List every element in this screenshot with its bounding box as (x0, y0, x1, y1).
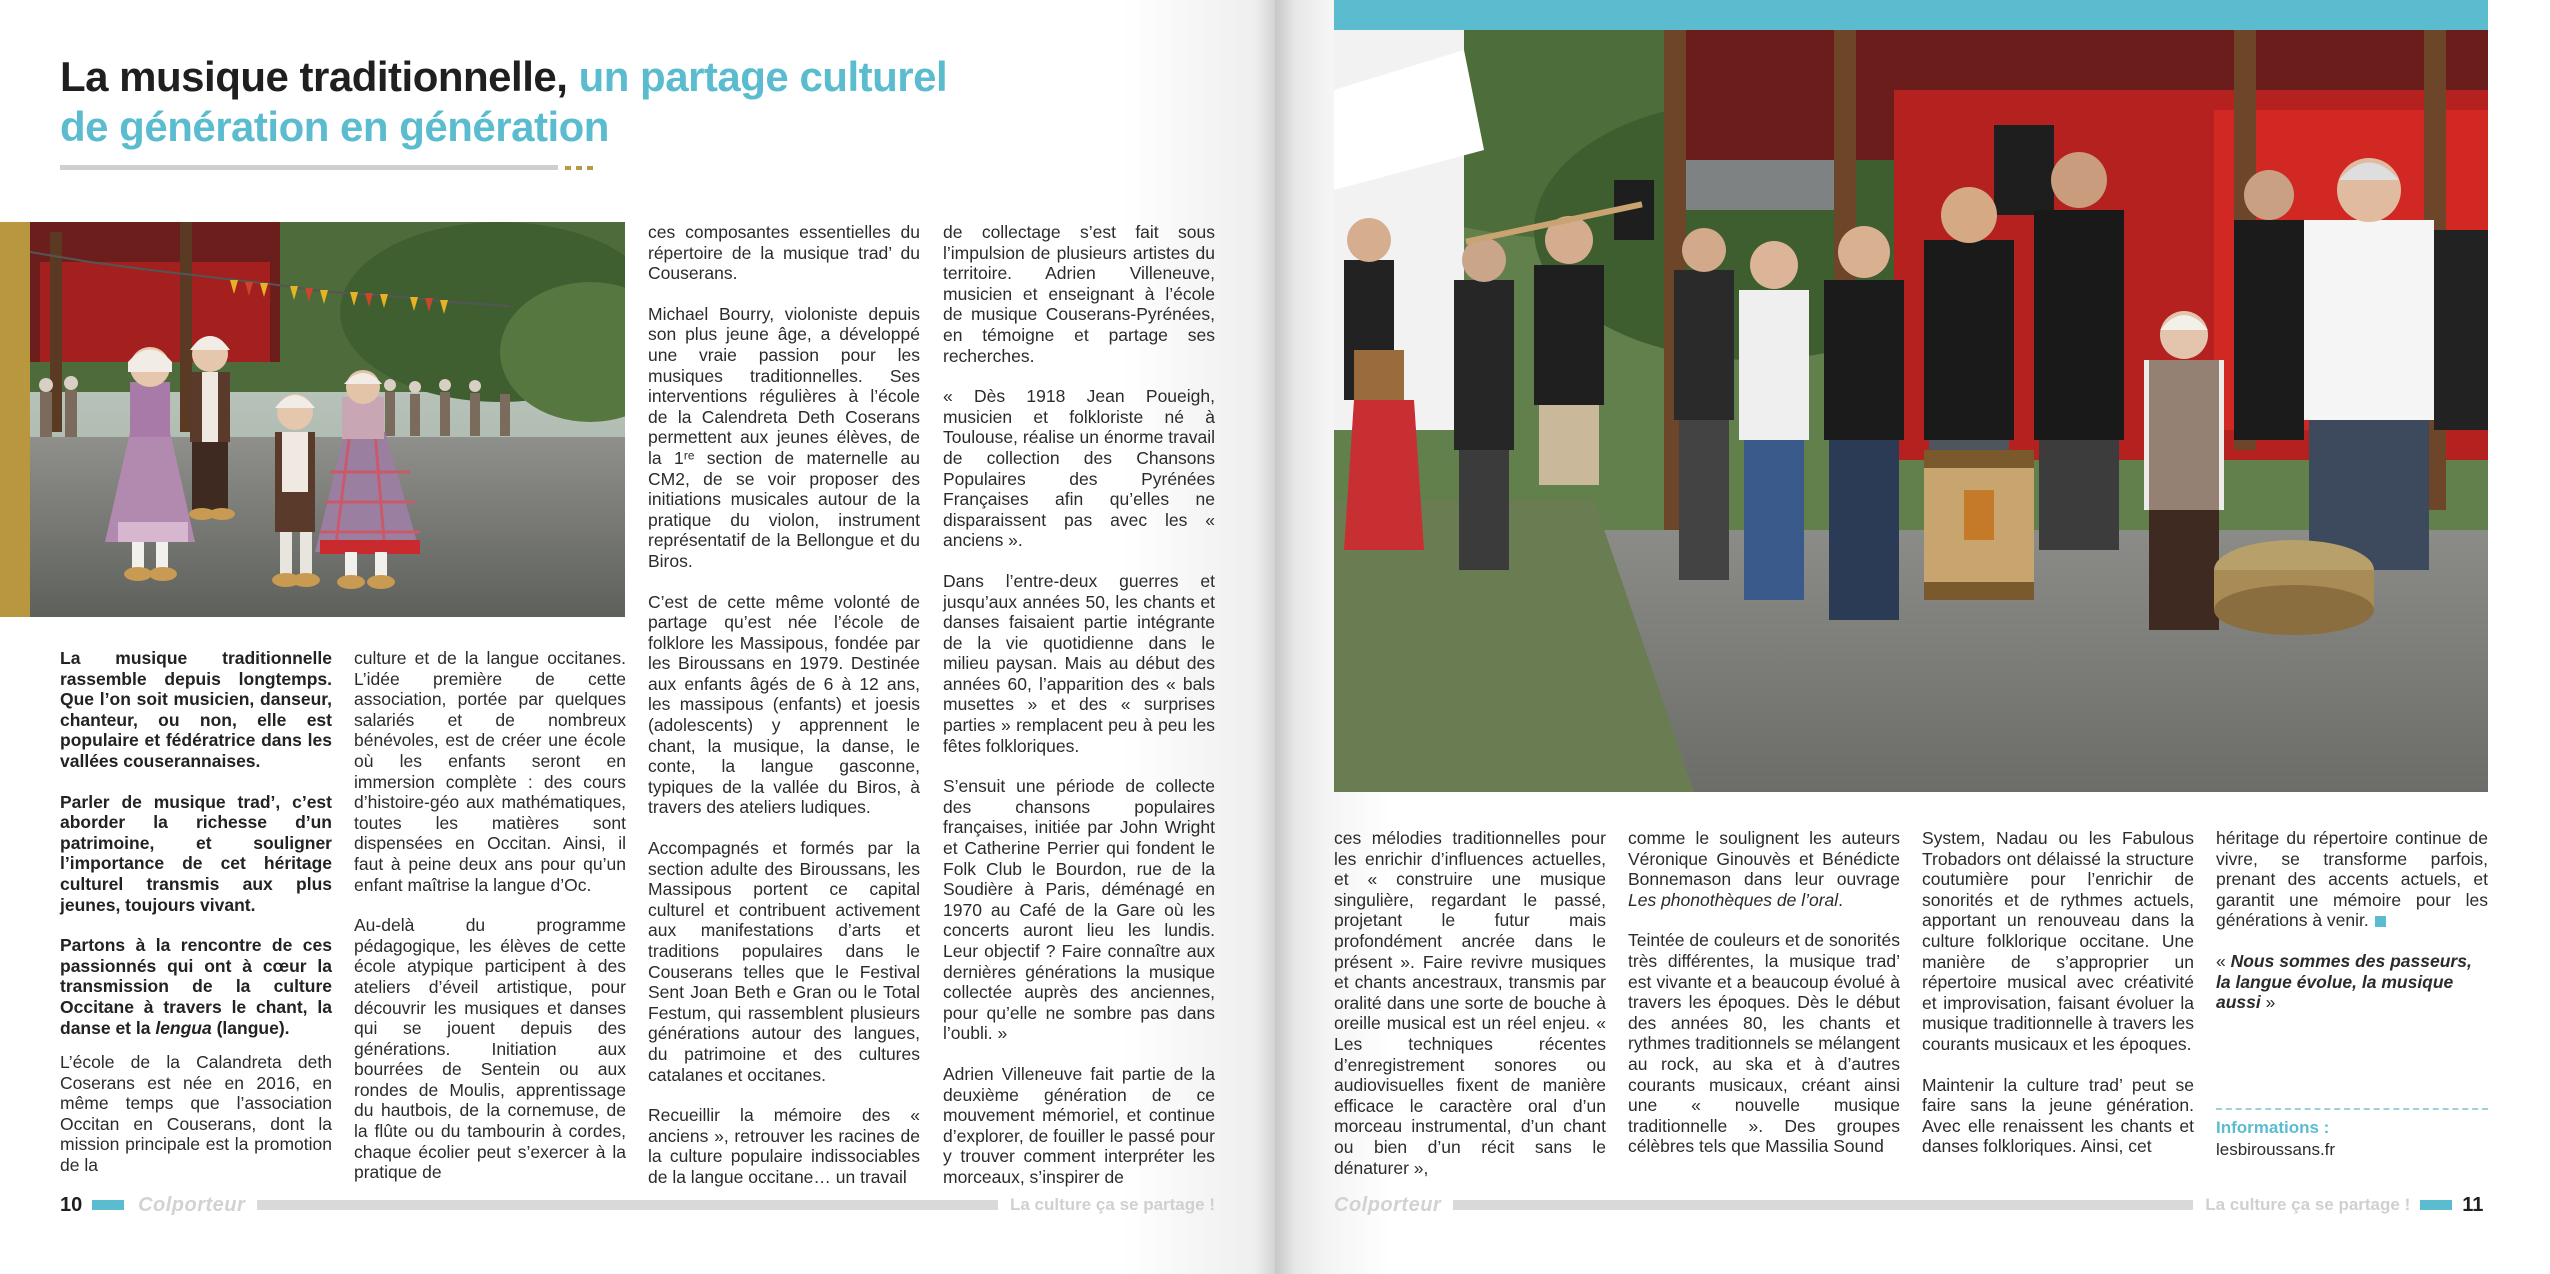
column-4 (943, 222, 1215, 1188)
top-teal-band (1334, 0, 2488, 30)
col6-p1-c: . (1838, 889, 1844, 910)
col1-paragraph: L’école de la Calandreta deth Coserans est née en 2016, en même temps que l’association Occitan en Couserans, dont la mission principale est la promotion de la (60, 1052, 332, 1175)
column-5 (1334, 828, 1606, 1178)
column-3 (648, 222, 920, 1188)
page-number-right: 11 (2462, 1193, 2484, 1216)
col6-book-title: Les phonothèques de l’oral (1628, 889, 1839, 910)
column-6 (1628, 828, 1900, 1157)
intro-paragraph-2: Parler de musique trad’, c’est aborder la richesse d’un patrimoine, et souligner l’importance de cet héritage culturel transmis aux plus jeunes, toujours vivant. (60, 791, 332, 915)
intro-paragraph-3 (60, 935, 332, 1038)
col4-paragraph-3: Dans l’entre-deux guerres et jusqu’aux années 50, les chants et danses faisaient partie intégrante de la vie quotidienne dans le milieu paysan. Mais au début des années 60, l’apparition des « bals musettes » et des « surprises parties » remplacent peu à peu les fêtes folkloriques. (943, 570, 1215, 756)
intro-paragraph-1: La musique traditionnelle rassemble depuis longtemps. Que l’on soit musicien, danseur, chanteur, ou non, elle est populaire et fédératrice dans les vallées couserannaises. (60, 648, 332, 771)
col4-paragraph-1: de collectage s’est fait sous l’impulsion de plusieurs artistes du territoire. Adrien Villeneuve, musicien et enseignant à l’école de musique Couserans-Pyrénées, en témoigne et partage ses recherches. (943, 222, 1215, 366)
info-divider (2216, 1108, 2488, 1110)
quote-text: Nous sommes des passeurs, la langue évolue, la musique aussi (2216, 950, 2472, 1013)
pull-quote (2216, 951, 2488, 1013)
col2-paragraph-2: Au-delà du programme pédagogique, les élèves de cette école atypique participent à des ateliers d’éveil artistique, pour découvrir les musiques et danses qui se jouent depuis des générations. Initiation aux bourrées de Sentein ou aux rondes de Moulis, apprentissage du hautbois, de la cornemuse, de la flûte ou du tambourin à cordes, chaque écolier peut s’exercer à la pratique de (354, 915, 626, 1183)
intro-p3-tail: (langue). (211, 1017, 290, 1038)
article-title (60, 52, 960, 152)
intro-column (60, 648, 332, 1038)
title-part-teal: un partage culturel de génération en génération (60, 53, 948, 150)
end-square-icon (2375, 916, 2386, 927)
info-label: Informations : (2216, 1118, 2330, 1137)
title-part-dark: La musique traditionnelle, (60, 53, 579, 100)
quote-close: » (2260, 992, 2276, 1013)
col4-paragraph-2: « Dès 1918 Jean Poueigh, musicien et folkloriste né à Toulouse, réalise un énorme travail de collection des Chansons Populaires des Pyrénées Françaises afin qu’elles ne disparaissent pas avec les « anciens ». (943, 386, 1215, 551)
footer-left (60, 1192, 1215, 1218)
column-2 (354, 648, 626, 1183)
info-website-link[interactable]: lesbiroussans.fr (2216, 1140, 2336, 1159)
col3-paragraph-5: Recueillir la mémoire des « anciens », retrouver les racines de la culture populaire indissociables de la langue occitane… un travail (648, 1105, 920, 1187)
photo-children-dancing (30, 222, 625, 617)
col7-paragraph-1: System, Nadau ou les Fabulous Trobadors ont délaissé la structure coutumière pour l’enrichir de sonorités et de rythmes actuels, apportant un renouveau dans la culture folklorique occitane. Une manière de s’approprier un répertoire musical avec créativité et improvisation, faisant évoluer la musique traditionnelle à travers les courants musicaux et les époques. (1922, 828, 2194, 1054)
title-underline (60, 165, 558, 170)
col7-paragraph-2: Maintenir la culture trad’ peut se faire sans la jeune génération. Avec elle renaissent les chants et danses folkloriques. Ainsi, cet (1922, 1074, 2194, 1157)
brand-logo: Colporteur (138, 1193, 246, 1216)
footer-bar-right (1453, 1200, 2193, 1210)
col6-p1-a: comme le soulignent les auteurs Véronique Ginouvès et Bénédicte Bonnemason dans leur ouvrage (1628, 828, 1900, 890)
photo-musicians (1334, 30, 2488, 792)
footer-right (1334, 1192, 2494, 1218)
col6-paragraph-1 (1628, 828, 1900, 910)
intro-p3-text: Partons à la rencontre de ces passionnés qui ont à cœur la transmission de la culture Occitane à travers le chant, la danse et la (60, 935, 332, 1038)
page-number-left: 10 (60, 1193, 83, 1216)
col6-paragraph-2: Teintée de couleurs et de sonorités très différentes, la musique trad’ est vivante et a beaucoup évolué à travers les époques. Dès le début des années 80, les chants et rythmes traditionnels se mélangent au rock, au ska et à d’autres courants musicaux, créant ainsi une « nouvelle musique traditionnelle ». Des groupes célèbres tels que Massilia Sound (1628, 930, 1900, 1157)
title-dots-ornament (565, 166, 593, 170)
col8-p1-text: héritage du répertoire continue de vivre, se transforme parfois, prenant des accents actuels, et garantit une mémoire pour les générations à venir. (2216, 828, 2488, 931)
col4-paragraph-4: S’ensuit une période de collecte des chansons populaires françaises, initiée par John Wright et Catherine Perrier qui fondent le Folk Club le Bourdon, rue de la Soudière à Paris, déménagé en 1970 au Café de la Gare où les concerts auront lieu les lundis. Leur objectif ? Faire connaître aux dernières générations la musique collectée auprès des anciennes, pour qu’elle ne sombre pas dans l’oubli. » (943, 776, 1215, 1044)
footer-tagline-right: La culture ça se partage ! (2205, 1195, 2411, 1214)
footer-tagline: La culture ça se partage ! (1009, 1195, 1215, 1214)
col3-paragraph-1: ces composantes essentielles du répertoire de la musique trad’ du Couserans. (648, 222, 920, 284)
col3-paragraph-3: C’est de cette même volonté de partage qu’est née l’école de folklore les Massipous, fondée par les Biroussans en 1979. Destinée aux enfants âgés de 6 à 12 ans, les massipous (enfants) et joesis (adolescents) y apprennent le chant, la musique, la danse, le conte, la langue gasconne, typiques de la vallée du Biros, à travers des ateliers ludiques. (648, 591, 920, 818)
info-block (2216, 1108, 2488, 1160)
footer-teal-chip (92, 1200, 124, 1210)
gold-accent-bar (0, 222, 30, 617)
column-8 (2216, 828, 2488, 1013)
col8-paragraph-1 (2216, 828, 2488, 931)
quote-open: « (2216, 950, 2231, 971)
footer-bar (257, 1200, 998, 1210)
column-1-tail (60, 1052, 332, 1176)
intro-lengua: lengua (155, 1017, 212, 1038)
col5-paragraph-1: ces mélodies traditionnelles pour les enrichir d’influences actuelles, et « construire une musique singulière, regardant le passé, projetant le futur mais profondément ancrée dans le présent ». Faire revivre musiques et chants ancestraux, transmis par oralité dans une sorte de bouche à oreille musical est un réel enjeu. « Les techniques récentes d’enregistrement sonores ou audiovisuelles fixent de manière efficace le caractère oral d’un morceau instrumental, d’un chant ou bien d’un récit sans le dénaturer », (1334, 828, 1606, 1178)
col3-paragraph-4: Accompagnés et formés par la section adulte des Biroussans, les Massipous portent ce capital culturel et contribuent activement aux manifestations d’arts et traditions populaires dans le Couserans telles que le Festival Sent Joan Beth e Gran ou le Total Festum, qui rassemblent plusieurs générations autour des langues, du patrimoine et des cultures catalanes et occitanes. (648, 838, 920, 1085)
col4-paragraph-5: Adrien Villeneuve fait partie de la deuxième génération de ce mouvement mémoriel, et continue d’explorer, de fouiller le passé pour y trouver comment interpréter les morceaux, s’inspirer de (943, 1063, 1215, 1187)
column-7 (1922, 828, 2194, 1157)
footer-teal-chip-right (2420, 1200, 2452, 1210)
gutter-shadow (1255, 0, 1295, 1274)
col3-paragraph-2: Michael Bourry, violoniste depuis son plus jeune âge, a développé une vraie passion pour les musiques traditionnelles. Ses interventions régulières à l’école de la Calendreta Deth Coserans permettent aux jeunes élèves, de la 1ʳᵉ section de maternelle au CM2, de se voir proposer des initiations musicales autour de la pratique du violon, instrument représentatif de la Bellongue et du Biros. (648, 303, 920, 571)
col2-paragraph-1: culture et de la langue occitanes. L’idée première de cette association, portée par quelques salariés et de nombreux bénévoles, est de créer une école où les enfants seront en immersion complète : des cours d’histoire-géo aux mathématiques, toutes les matières sont dispensées en Occitan. Ainsi, il faut à peine deux ans pour qu’un enfant maîtrise la langue d’Oc. (354, 648, 626, 895)
brand-logo-right: Colporteur (1334, 1193, 1442, 1216)
